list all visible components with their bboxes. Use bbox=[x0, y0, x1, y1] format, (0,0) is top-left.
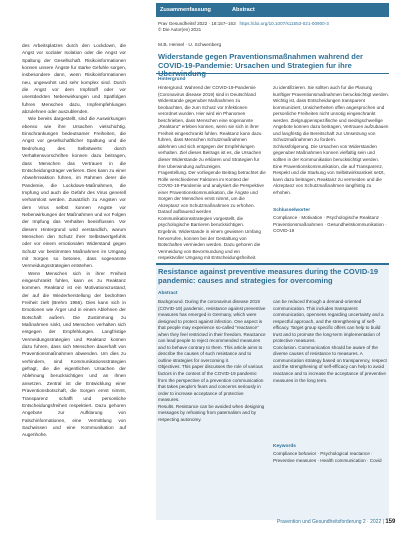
citation: Prav Gesundheitsf 2022 · 18:157–163 bbox=[158, 21, 236, 26]
en-right-paragraph: can be reduced through a demand-oriented communication. This includes transparent communication, openness regarding uncertainty and a respectful approach, and the strengthening of self-efficacy. Target group specific offers can help to build trust and to promote the long-term implementation of protective measures. bbox=[273, 299, 384, 344]
right-paragraph: zu identifizieren. Sie sollten auch fur die Planung kunftiger Praventionsmaßnahmen berucksichtigt werden. Wichtig ist, dass Entscheidungen transparent kommuniziert, Unsicherheiten offen angesprochen und personliche Freiheiten nicht unnotig eingeschrankt werden. Zielgruppenspezifische und niedrigschwellige Angebote konnen dazu beitragen, Vertrauen aufzubauen und langfristig die Bereitschaft zur Umsetzung von Schutzmaßnahmen zu fordern. bbox=[273, 85, 389, 143]
english-section-label: Abstract bbox=[158, 291, 178, 296]
tab-abstract[interactable]: Abstract bbox=[232, 7, 255, 13]
german-text-left bbox=[158, 85, 266, 261]
german-text-right bbox=[273, 85, 389, 203]
german-keywords: Compliance · Motivation · Psychologische Reaktanz · Praventionsmaßnahmen · Gesundheitskommunikation · COVID-19 bbox=[273, 215, 387, 234]
title-divider bbox=[156, 73, 389, 74]
left-paragraph: Wenn Menschen sich in ihrer Freiheit eingeschrankt fuhlen, kann es zu Reaktanz kommen. Reaktanz ist ein Motivationszustand, der auf die Wiederherstellung der bedrohten Freiheit zielt (Brehm 1966). Dies kann sich in Emotionen wie Ärger und in einem Ablehnen der Botschaft außern. Die Zustimmung zu Maßnahmen sinkt, und Menschen verhalten sich entgegen der Empfehlungen. Langfristige Vermeidungsstrategien und Reaktanz konnen dazu fuhren, dass sich Menschen dauerhaft von Praventionsmaßnahmen abwenden. Um dies zu verhindern, sind Kommunikationsstrategien gefragt, die die eigentlichen Ursachen der Ablehnung berucksichtigen und an ihnen ansetzen. Zentral ist die Entwicklung einer Praventionsbotschaft, die Sorgen ernst nimmt, Transparenz schafft und personliche Entscheidungsfreiheit respektiert. Dazu gehoren Angebote zur Aufklarung von Falschinformationen, eine Vermittlung von Sachwissen und eine Kommunikation auf Augenhohe. bbox=[22, 270, 126, 438]
en-conclusion-paragraph: Conclusion. Communication should be aware of the diverse causes of resistance to measures. A communication strategy based on transparency, respect and the strengthening of self-efficacy can help to avoid reactance and to increase the acceptance of preventive measures in the long term. bbox=[273, 344, 387, 383]
german-section-label: Hintergrund bbox=[158, 77, 186, 82]
background-paragraph: Hintergrund. Wahrend der COVID-19-Pandemie (Coronavirus disease 2019) sind in Deutschland Widerstande gegenuber Maßnahmen zu beobachten, die zum Schutz vor Infektionen verordnet wurden. Hier wird ein Phanomen beschrieben, dass Menschen eine sogenannte „Reaktanz“ erleben konnen, wenn sie sich in ihrer Freiheit eingeschrankt fuhlen. Reaktanz kann dazu fuhren, dass Menschen Schutzmaßnahmen ablehnen und sich entgegen der Empfehlungen verhalten. Ziel dieses Beitrags ist es, die Ursachen dieser Widerstande zu erklaren und Strategien fur ihre Uberwindung aufzuzeigen. bbox=[158, 85, 262, 169]
footer-separator: | bbox=[382, 519, 386, 525]
page-footer bbox=[277, 519, 395, 525]
footer-journal: Pravention und Gesundheitsforderung 2 · 2022 bbox=[277, 519, 382, 525]
en-keywords-label: Keywords bbox=[273, 444, 296, 449]
method-paragraph: Fragestellung. Der vorliegende Beitrag betrachtet die Rolle verschiedener Faktoren im Kontext der COVID-19-Pandemie und analysiert die Perspektive einer Praventionskommunikation, die Ängste und Sorgen der Menschen ernst nimmt, um die Akzeptanz von Schutzmaßnahmen zu erhohen. Darauf aufbauend werden Kommunikationsstrategien vorgestellt, die psychologische Barrieren berucksichtigen. bbox=[158, 170, 266, 228]
copyright: © Die Autor(en) 2021 bbox=[158, 27, 202, 33]
authors: M.B. Hensel · U. Schwenberg bbox=[158, 43, 222, 48]
left-article-column bbox=[22, 42, 126, 494]
tab-zusammenfassung[interactable]: Zusammenfassung bbox=[160, 7, 211, 13]
german-title: Widerstande gegen Praventionsmaßnahmen wahrend der COVID-19-Pandemie: Ursachen und Strategien fur ihre bbox=[158, 52, 363, 70]
conclusion-paragraph: Schlussfolgerung. Die Ursachen von Widerstanden gegenuber Maßnahmen konnen vielfaltig sein und sollten in der Kommunikation berucksichtigt werden. Eine Praventionskommunikation, die auf Transparenz, Respekt und die Starkung von Selbstwirksamkeit setzt, kann dazu beitragen, Reaktanz zu vermeiden und die Akzeptanz von Schutzmaßnahmen langfristig zu erhohen. bbox=[273, 143, 385, 195]
keywords-label: Schlusselworter bbox=[273, 208, 311, 213]
english-title: Resistance against preventive measures during the COVID-19 pandemic: causes and strategies for overcoming bbox=[158, 267, 379, 285]
citation-block bbox=[158, 21, 393, 34]
en-results-paragraph: Results. Resistance can be avoided when designing messages by refraining from paternalism and by respecting autonomy. bbox=[158, 403, 265, 422]
english-keywords: Compliance behavior · Psychological reactance · Preventive measures · Health communication · Covid bbox=[273, 451, 382, 463]
result-paragraph: Ergebnis. Widerstande in einem gewissen Umfang hervorrufen, konnen bei der Gestaltung von Botschaften vermieden werden. Dazu gehoren die Vermeidung von Bevormundung und ein respektvoller Umgang mit Entscheidungsfreiheit. bbox=[158, 229, 261, 261]
english-text-right bbox=[273, 299, 389, 439]
page-number: 159 bbox=[385, 519, 396, 525]
left-paragraph: Wie bereits dargestellt, sind die Auswirkungen ebenso wie ihre Ursachen vielschichtig. Einschrankungen bedeutsamer Freiheiten, die Angst vor gesellschaftlicher Spaltung und die Bedrohung des Selbstwerts durch Verhaltensvorschriften konnen dazu beitragen, dass Menschen das Vertrauen in die Entscheidungstrager verlieren. Dies kann zu einer Abwehrreaktion fuhren, im Rahmen derer die Pandemie, die Lockdown-Maßnahmen, die Impfung und auch die Gefahr des Virus generell verharmlost werden. Zusatzlich zu Angsten vor dem Virus selbst konnen Angste vor Nebenwirkungen der Maßnahmen und vor Folgen der Impfung das Verhalten beeinflussen. Vor diesem Hintergrund wird verstandlich, warum Menschen den Schutz ihrer Selbstwertgefuhls oder vor einem emotionalen Widerstand gegen Schutz vor bestimmten Maßnahmen im Umgang mit Sorgen so betonen, dass sogenannte Vermeidungsstrategien entstehen. bbox=[22, 116, 126, 269]
en-objectives-paragraph: Objectives. This paper discusses the role of various factors in the context of the COVID-19 pandemic from the perspective of a prevention communication that takes people’s fears and concerns seriously in order to increase acceptance of protective measures. bbox=[158, 364, 264, 403]
english-text-left bbox=[158, 299, 266, 513]
left-paragraph: des Arbeitsplatzes durch den Lockdown, die Angst vor sozialer Isolation oder die Angst vor Spaltung der Gesellschaft. Risikoinformationen konnen unsere Ängste fur starke Gefuhle sorgen, insbesondere dann, wenn Risikoinformationen neu, ungewohnt und sehr komplex sind. Durch die Angst vor dem Impfstoff oder vor unentdeckten Nebenwirkungen und Spatfolgen fuhren Menschen dazu, Impfempfehlungen abzulehnen oder auszublenden. bbox=[22, 43, 126, 115]
en-background-paragraph: Background. During the coronavirus disease 2019 (COVID-19) pandemic, resistance against preventive measures has emerged in Germany, which were designed to protect against infection. One aspect is that people may experience so-called “reactance” when they feel restricted in their freedom. Reactance can lead people to reject recommended measures and to behave contrary to them. This article aims to describe the causes of such resistance and to outline strategies for overcoming it. bbox=[158, 299, 266, 363]
doi-link[interactable]: https://doi.org/10.1007/s11553-021-00900-3 bbox=[239, 21, 329, 26]
